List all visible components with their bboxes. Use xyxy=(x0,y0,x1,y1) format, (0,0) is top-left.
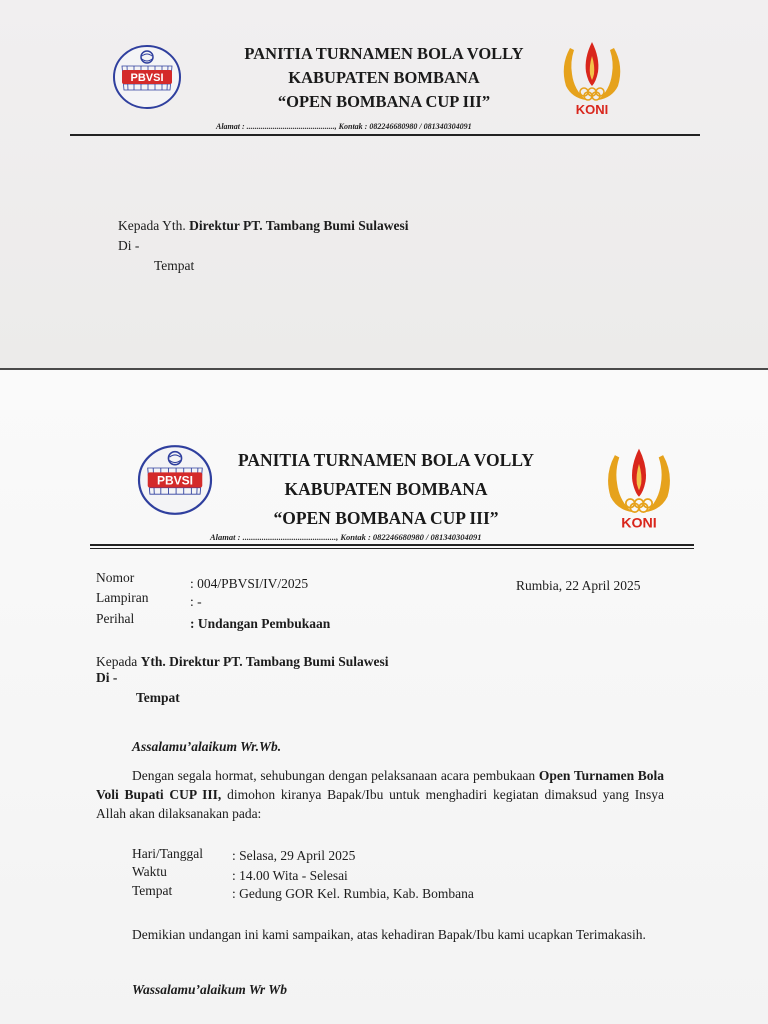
letterhead-rule-thin xyxy=(90,548,694,549)
pbvsi-logo xyxy=(136,444,214,516)
meta-label-lampiran: Lampiran xyxy=(96,590,149,605)
letterhead-line-2: KABUPATEN BOMBANA xyxy=(284,479,488,499)
pbvsi-logo-text: PBVSI xyxy=(156,473,194,488)
koni-logo xyxy=(556,36,628,120)
salam-pembuka: Assalamu’alaikum Wr.Wb. xyxy=(132,739,282,754)
letter-sheet xyxy=(0,368,768,1024)
schedule-label-time: Waktu xyxy=(132,864,167,879)
letterhead-title xyxy=(214,446,558,533)
place-date: Rumbia, 22 April 2025 xyxy=(516,578,641,593)
body-rest: dimohon kiranya Bapak/Ibu untuk menghadiri kegiatan dimaksud yang Insya Allah akan dilaksanakan pada: xyxy=(96,787,665,821)
letter-kepada-prefix: Kepada xyxy=(96,654,138,669)
meta-label-nomor: Nomor xyxy=(96,570,135,585)
letter-recipient-name: Yth. Direktur PT. Tambang Bumi Sulawesi xyxy=(140,654,389,669)
letterhead-line-2: KABUPATEN BOMBANA xyxy=(288,68,480,87)
pbvsi-logo-text: PBVSI xyxy=(130,72,164,84)
letter-di: Di - xyxy=(96,670,118,685)
envelope-recipient-name: Direktur PT. Tambang Bumi Sulawesi xyxy=(189,218,409,233)
envelope-tempat: Tempat xyxy=(154,258,195,273)
schedule-value-time: : 14.00 Wita - Selesai xyxy=(232,868,348,883)
meta-label-perihal: Perihal xyxy=(96,611,135,626)
envelope-sheet xyxy=(0,0,768,368)
body-event-name: Open Turnamen Bola Voli Bupati CUP III, xyxy=(96,768,665,802)
letterhead-rule xyxy=(70,134,700,136)
letter-tempat: Tempat xyxy=(136,690,180,705)
letterhead-address: Alamat : ............................................, Kontak : 082246680980 / 081340304091 xyxy=(216,122,472,131)
letterhead-title xyxy=(200,42,568,114)
koni-logo-text: KONI xyxy=(575,102,609,117)
letterhead-rule xyxy=(90,544,694,546)
meta-value-perihal: : Undangan Pembukaan xyxy=(190,616,331,631)
pbvsi-logo xyxy=(112,44,182,110)
letterhead-line-1: PANITIA TURNAMEN BOLA VOLLY xyxy=(244,44,524,63)
schedule-value-place: : Gedung GOR Kel. Rumbia, Kab. Bombana xyxy=(232,886,474,901)
envelope-recipient-line xyxy=(118,218,409,234)
letterhead-address: Alamat : ............................................, Kontak : 082246680980 / 081340304091 xyxy=(210,532,482,542)
letterhead-line-3: “OPEN BOMBANA CUP III” xyxy=(277,92,491,111)
letterhead-line-1: PANITIA TURNAMEN BOLA VOLLY xyxy=(237,450,535,470)
envelope-di: Di - xyxy=(118,238,140,253)
body-paragraph xyxy=(96,766,664,823)
salam-penutup: Wassalamu’alaikum Wr Wb xyxy=(132,982,288,997)
meta-value-nomor: : 004/PBVSI/IV/2025 xyxy=(190,576,309,591)
meta-value-lampiran: : - xyxy=(190,594,202,609)
letterhead-line-3: “OPEN BOMBANA CUP III” xyxy=(273,508,499,528)
closing-paragraph: Demikian undangan ini kami sampaikan, atas kehadiran Bapak/Ibu kami ucapkan Terimakasih. xyxy=(132,927,646,942)
envelope-kepada-prefix: Kepada Yth. xyxy=(118,218,186,233)
schedule-label-place: Tempat xyxy=(132,883,173,898)
schedule-label-date: Hari/Tanggal xyxy=(132,846,204,861)
body-intro: Dengan segala hormat, sehubungan dengan pelaksanaan acara pembukaan xyxy=(132,768,536,783)
koni-logo-text: KONI xyxy=(621,515,657,532)
schedule-value-date: : Selasa, 29 April 2025 xyxy=(232,848,356,863)
koni-logo xyxy=(598,442,680,534)
letter-recipient-line xyxy=(96,654,389,670)
